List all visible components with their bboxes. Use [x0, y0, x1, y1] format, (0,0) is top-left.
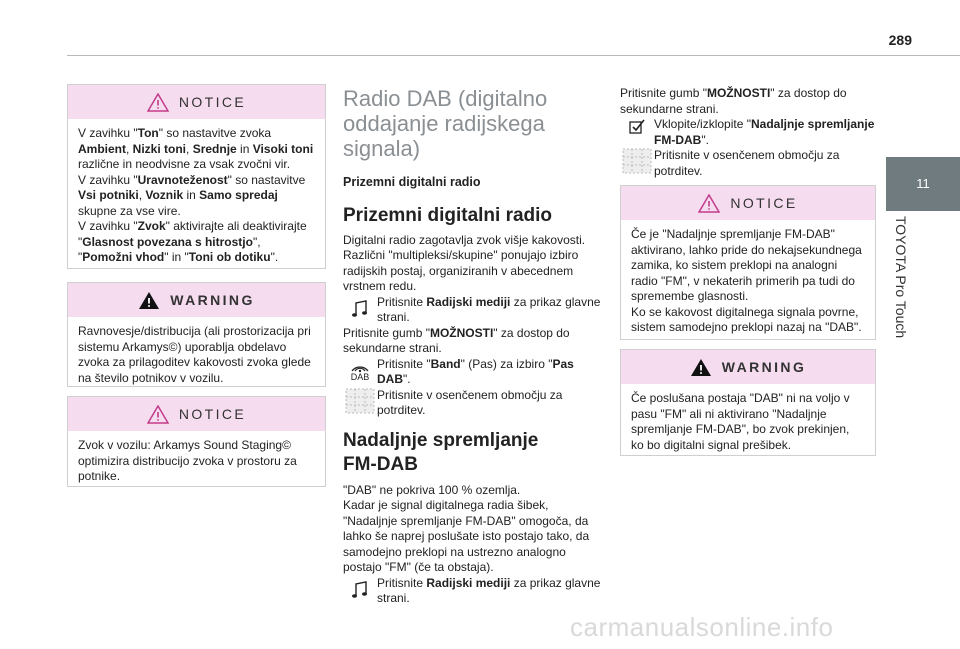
music-note-icon	[350, 295, 370, 319]
dab-signal-icon	[349, 357, 371, 373]
chapter-title	[885, 216, 917, 376]
notice-label: NOTICE	[730, 195, 798, 211]
notice-box-3	[620, 185, 876, 340]
right-column	[620, 86, 876, 179]
step-text: Pritisnite v osenčenem območju za potrditev.	[377, 387, 563, 417]
warning-box-2	[620, 349, 876, 456]
dab-icon-label: DAB	[350, 371, 370, 382]
step-text: Pritisnite Radijski mediji za prikaz glavne strani.	[377, 575, 601, 605]
middle-column	[343, 86, 601, 607]
paragraph: Pritisnite gumb "MOŽNOSTI" za dostop do sekundarne strani.	[620, 86, 847, 116]
warning-triangle-icon	[690, 358, 712, 377]
warning-header	[68, 283, 325, 317]
heading-dab: Prizemni digitalni radio	[343, 204, 553, 226]
step-band	[343, 357, 601, 388]
section-title: Radio DAB (digitalno oddajanje radijskega signala)	[343, 86, 548, 161]
step-text: Pritisnite v osenčenem območju za potrditev.	[654, 148, 840, 178]
paragraph: Digitalni radio zagotavlja zvok višje kakovosti. Različni "multipleksi/skupine" ponujajo izbiro radijskih postaj, organiziranih v abecednem vrstnem redu.	[343, 232, 586, 293]
warning-text: Ravnovesje/distribucija (ali prostorizacija pri sistemu Arkamys©) uporablja obdelavo zvoka za prilagoditev kakovosti zvoka glede na število potnikov v vozilu.	[78, 324, 311, 385]
notice-label: NOTICE	[178, 94, 247, 110]
step-toggle	[620, 117, 876, 148]
paragraph: Pritisnite gumb "MOŽNOSTI" za dostop do sekundarne strani.	[343, 325, 570, 355]
notice-text: V zavihku "Ton" so nastavitve zvoka Ambient, Nizki toni, Srednje in Visoki toni različne in neodvisne za vsak zvočni vir. V zavihku "Uravnoteženost" so nastavitve Vsi potniki, Voznik in Samo spredaj skupne za vse vire. V zavihku "Zvok" aktivirajte ali deaktivirajte "Glasnost povezana s hitrostjo", "Pomožni vhod" in "Toni ob dotiku".	[78, 126, 314, 264]
notice-text: Če je "Nadaljnje spremljanje FM-DAB" aktivirano, lahko pride do nekajsekundnega zamika, ko sistem preklopi na analogni radio "FM", v nekaterih primerih pa tudi do spremembe glasnosti. Ko se kakovost digitalnega signala povrne, sistem samodejno preklopi nazaj na "DAB".	[631, 227, 862, 334]
step-confirm	[620, 148, 876, 179]
section-subtitle: Prizemni digitalni radio	[343, 175, 481, 189]
warning-label: WARNING	[170, 292, 255, 308]
checkbox-icon	[628, 117, 646, 135]
chapter-tab[interactable]: 11	[886, 157, 960, 211]
warning-triangle-icon	[138, 291, 160, 310]
notice-box-1	[67, 84, 326, 269]
warning-text: Če poslušana postaja "DAB" ni na voljo v pasu "FM" ali ni aktivirano "Nadaljnje spremljanje FM-DAB", bo zvok prekinjen, ko bo digitalni signal prešibek.	[631, 391, 850, 452]
paragraph: "DAB" ne pokriva 100 % ozemlja. Kadar je signal digitalnega radia šibek, "Nadaljnje spremljanje FM-DAB" omogoča, da lahko še naprej poslušate isto postajo tako, da samodejno preklopi na ustrezno analogno postajo "FM" (če ta obstaja).	[343, 482, 590, 574]
top-rule	[67, 55, 960, 56]
notice-header	[621, 186, 875, 220]
warning-label: WARNING	[721, 359, 807, 375]
step-text: Pritisnite "Band" (Pas) za izbiro "Pas DAB".	[377, 356, 574, 386]
notice-text: Zvok v vozilu: Arkamys Sound Staging© optimizira distribucijo zvoka v prostoru za potnike.	[78, 438, 297, 483]
step-radio-media	[343, 295, 601, 326]
heading-fm-dab: Nadaljnje spremljanje FM-DAB	[343, 429, 539, 475]
page-number: 289	[888, 32, 912, 48]
notice-header	[68, 397, 325, 431]
step-radio-media	[343, 576, 601, 607]
notice-header	[68, 85, 325, 119]
step-text: Vklopite/izklopite "Nadaljnje spremljanje FM-DAB".	[654, 117, 875, 147]
warning-triangle-icon	[698, 194, 720, 213]
warning-triangle-icon	[147, 405, 169, 424]
warning-header	[621, 350, 875, 384]
watermark: carmanualsonline.info	[570, 612, 834, 642]
step-confirm	[343, 388, 601, 419]
shaded-area-icon	[345, 388, 375, 414]
step-text: Pritisnite Radijski mediji za prikaz glavne strani.	[377, 294, 601, 324]
shaded-area-icon	[622, 148, 652, 174]
warning-box-1	[67, 282, 326, 387]
notice-box-2	[67, 396, 326, 487]
music-note-icon	[350, 576, 370, 600]
notice-label: NOTICE	[178, 406, 247, 422]
warning-triangle-icon	[147, 93, 169, 112]
chapter-title-text: TOYOTA Pro Touch	[893, 216, 909, 339]
